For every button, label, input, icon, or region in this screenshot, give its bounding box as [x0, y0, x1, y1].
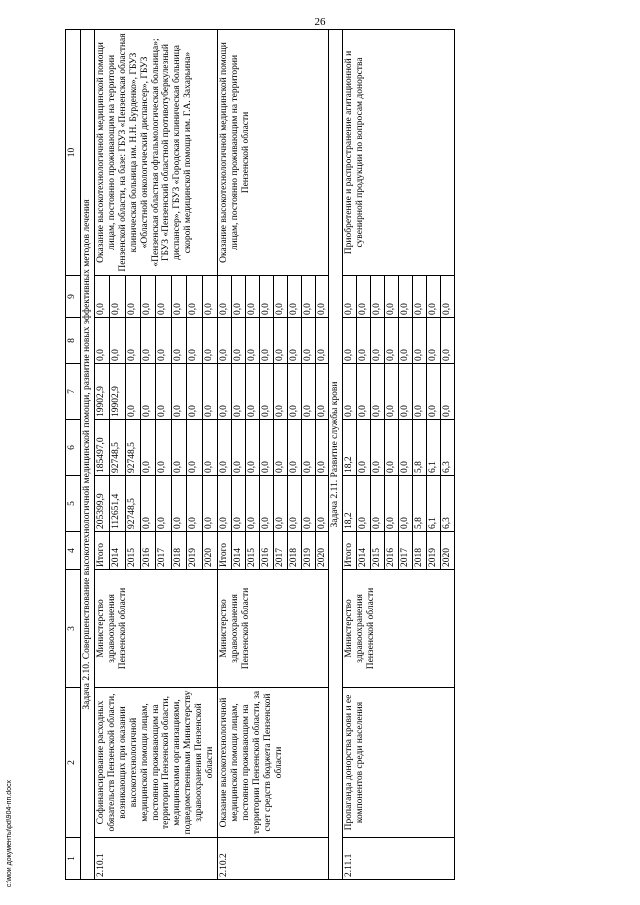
value-cell: 0,0	[301, 420, 315, 476]
value-cell: 0,0	[426, 276, 440, 318]
header-row	[66, 30, 81, 880]
value-cell: 18,2	[343, 420, 357, 476]
value-cell: 0,0	[141, 364, 156, 420]
value-cell: 0,0	[171, 318, 186, 364]
value-cell: 0,0	[399, 364, 413, 420]
year-cell: 2018	[287, 532, 301, 570]
value-cell: 0,0	[357, 318, 371, 364]
value-cell: 0,0	[273, 318, 287, 364]
value-cell: 0,0	[273, 420, 287, 476]
value-cell: 0,0	[259, 364, 273, 420]
value-cell: 0,0	[245, 364, 259, 420]
value-cell: 205399,9	[94, 476, 109, 532]
value-cell: 0,0	[371, 364, 385, 420]
value-cell: 0,0	[301, 318, 315, 364]
value-cell: 0,0	[171, 476, 186, 532]
year-cell: 2016	[141, 532, 156, 570]
value-cell: 0,0	[231, 318, 245, 364]
value-cell: 0,0	[110, 276, 125, 318]
year-cell: 2015	[125, 532, 140, 570]
value-cell: 0,0	[273, 364, 287, 420]
rotated-table-container	[65, 30, 625, 880]
value-cell: 0,0	[218, 318, 232, 364]
year-cell: 2014	[110, 532, 125, 570]
col-header: 2	[66, 688, 81, 838]
year-cell: 2014	[231, 532, 245, 570]
value-cell: 0,0	[343, 318, 357, 364]
item-name: Оказание высокотехнологичной медицинской помощи лицам, постоянно проживающим на территории Пензенской области, за счет средств бюджета Пензенской области	[218, 688, 329, 838]
item-executor: Министерство здравоохранения Пензенской области	[94, 570, 217, 688]
value-cell: 0,0	[245, 420, 259, 476]
value-cell: 0,0	[187, 364, 202, 420]
col-header: 9	[66, 276, 81, 318]
col-header: 8	[66, 318, 81, 364]
value-cell: 0,0	[171, 420, 186, 476]
year-cell: 2015	[371, 532, 385, 570]
value-cell: 0,0	[273, 476, 287, 532]
footer-file-path: c:\мои документы\рd\904-пп.docx	[6, 779, 13, 887]
task-title: Задача 2.10. Совершенствование высокотехнологичной медицинской помощи, развитие новых эффективных методов лечения	[81, 30, 95, 880]
value-cell: 92748,5	[125, 420, 140, 476]
col-header: 10	[66, 30, 81, 276]
value-cell: 0,0	[156, 276, 171, 318]
value-cell: 0,0	[187, 276, 202, 318]
value-cell: 0,0	[301, 476, 315, 532]
table-row	[94, 30, 109, 880]
value-cell: 185497,0	[94, 420, 109, 476]
value-cell: 0,0	[371, 420, 385, 476]
value-cell: 18,2	[343, 476, 357, 532]
table-row	[218, 30, 232, 880]
year-cell: Итого	[218, 532, 232, 570]
value-cell: 0,0	[202, 476, 217, 532]
value-cell: 0,0	[399, 318, 413, 364]
value-cell: 0,0	[315, 276, 329, 318]
value-cell: 0,0	[156, 318, 171, 364]
value-cell: 0,0	[202, 364, 217, 420]
value-cell: 0,0	[357, 364, 371, 420]
col-header: 4	[66, 532, 81, 570]
task-title: Задача 2.11. Развитие службы крови	[329, 30, 343, 880]
value-cell: 0,0	[218, 476, 232, 532]
value-cell: 0,0	[385, 364, 399, 420]
value-cell: 6,1	[426, 476, 440, 532]
year-cell: 2015	[245, 532, 259, 570]
value-cell: 19902,9	[94, 364, 109, 420]
col-header: 3	[66, 570, 81, 688]
value-cell: 0,0	[287, 364, 301, 420]
year-cell: Итого	[94, 532, 109, 570]
value-cell: 0,0	[315, 476, 329, 532]
value-cell: 0,0	[385, 276, 399, 318]
value-cell: 0,0	[156, 476, 171, 532]
item-result: Приобретение и распространение агитационной и сувенирной продукции по вопросам донорства	[343, 30, 454, 276]
year-cell: 2019	[426, 532, 440, 570]
item-name: Пропаганда донорства крови и ее компонентов среди населения	[343, 688, 454, 838]
value-cell: 6,3	[440, 420, 454, 476]
value-cell: 0,0	[440, 276, 454, 318]
value-cell: 0,0	[141, 420, 156, 476]
value-cell: 0,0	[426, 318, 440, 364]
value-cell: 0,0	[301, 364, 315, 420]
value-cell: 0,0	[171, 364, 186, 420]
item-name: Софинансирование расходных обязательств Пензенской области, возникающих при оказании высокотехнологичной медицинской помощи лицам, постоянно проживающим на территории Пензенской области, медицинскими организациями, подведомственными Министерству здравоохранения Пензенской области	[94, 688, 217, 838]
value-cell: 92748,5	[110, 420, 125, 476]
value-cell: 0,0	[371, 318, 385, 364]
value-cell: 0,0	[343, 276, 357, 318]
year-cell: 2020	[202, 532, 217, 570]
value-cell: 5,8	[412, 420, 426, 476]
value-cell: 0,0	[343, 364, 357, 420]
value-cell: 0,0	[287, 276, 301, 318]
value-cell: 0,0	[202, 420, 217, 476]
value-cell: 0,0	[156, 420, 171, 476]
value-cell: 92748,5	[125, 476, 140, 532]
value-cell: 0,0	[94, 276, 109, 318]
value-cell: 6,3	[440, 476, 454, 532]
value-cell: 0,0	[218, 364, 232, 420]
value-cell: 0,0	[399, 276, 413, 318]
year-cell: 2017	[156, 532, 171, 570]
table-row	[343, 30, 357, 880]
value-cell: 0,0	[187, 420, 202, 476]
item-id: 2.11.1	[343, 838, 454, 880]
task-title-row	[81, 30, 95, 880]
value-cell: 0,0	[287, 318, 301, 364]
value-cell: 0,0	[385, 420, 399, 476]
value-cell: 0,0	[426, 364, 440, 420]
year-cell: 2018	[412, 532, 426, 570]
value-cell: 0,0	[259, 476, 273, 532]
value-cell: 0,0	[315, 420, 329, 476]
value-cell: 0,0	[245, 318, 259, 364]
value-cell: 0,0	[440, 364, 454, 420]
value-cell: 0,0	[259, 420, 273, 476]
value-cell: 0,0	[218, 420, 232, 476]
value-cell: 0,0	[187, 318, 202, 364]
value-cell: 0,0	[141, 276, 156, 318]
value-cell: 0,0	[218, 276, 232, 318]
value-cell: 0,0	[231, 276, 245, 318]
value-cell: 0,0	[412, 276, 426, 318]
page-number: 26	[314, 16, 326, 28]
value-cell: 0,0	[301, 276, 315, 318]
value-cell: 0,0	[141, 318, 156, 364]
year-cell: 2016	[385, 532, 399, 570]
value-cell: 0,0	[231, 420, 245, 476]
year-cell: 2020	[315, 532, 329, 570]
item-id: 2.10.2	[218, 838, 329, 880]
col-header: 6	[66, 420, 81, 476]
value-cell: 0,0	[385, 318, 399, 364]
value-cell: 0,0	[385, 476, 399, 532]
item-id: 2.10.1	[94, 838, 217, 880]
value-cell: 0,0	[125, 276, 140, 318]
year-cell: 2020	[440, 532, 454, 570]
value-cell: 0,0	[231, 364, 245, 420]
value-cell: 0,0	[259, 276, 273, 318]
col-header: 5	[66, 476, 81, 532]
item-result: Оказание высокотехнологичной медицинской помощи лицам, постоянно проживающим на территории Пензенской области, на базе: ГБУЗ «Пензенская областная клиническая больница им. Н.Н. Бурденко», ГБУЗ «Областной онкологический диспансер», ГБУЗ «Пензенская областная офтальмологическая больница»; ГБУЗ «Пензенский областной противотуберкулезный диспансер», ГБУЗ «Городская клиническая больница скорой медицинской помощи им. Г.А. Захарьина»	[94, 30, 217, 276]
task-title-row	[329, 30, 343, 880]
year-cell: 2014	[357, 532, 371, 570]
col-header: 1	[66, 838, 81, 880]
item-result: Оказание высокотехнологичной медицинской помощи лицам, постоянно проживающим на территории Пензенской области	[218, 30, 329, 276]
year-cell: 2016	[259, 532, 273, 570]
value-cell: 0,0	[125, 318, 140, 364]
year-cell: 2017	[273, 532, 287, 570]
year-cell: 2018	[171, 532, 186, 570]
value-cell: 0,0	[399, 476, 413, 532]
value-cell: 0,0	[315, 318, 329, 364]
value-cell: 0,0	[287, 420, 301, 476]
value-cell: 0,0	[245, 276, 259, 318]
value-cell: 0,0	[110, 318, 125, 364]
value-cell: 0,0	[371, 276, 385, 318]
value-cell: 0,0	[202, 318, 217, 364]
value-cell: 0,0	[371, 476, 385, 532]
value-cell: 0,0	[412, 318, 426, 364]
value-cell: 5,8	[412, 476, 426, 532]
program-table	[65, 29, 455, 880]
value-cell: 0,0	[357, 420, 371, 476]
value-cell: 0,0	[259, 318, 273, 364]
value-cell: 0,0	[125, 364, 140, 420]
year-cell: 2019	[301, 532, 315, 570]
value-cell: 0,0	[273, 276, 287, 318]
value-cell: 0,0	[202, 276, 217, 318]
value-cell: 0,0	[171, 276, 186, 318]
year-cell: 2017	[399, 532, 413, 570]
value-cell: 0,0	[357, 276, 371, 318]
item-executor: Министерство здравоохранения Пензенской области	[343, 570, 454, 688]
value-cell: 0,0	[287, 476, 301, 532]
value-cell: 112651,4	[110, 476, 125, 532]
value-cell: 0,0	[231, 476, 245, 532]
value-cell: 6,1	[426, 420, 440, 476]
value-cell: 0,0	[399, 420, 413, 476]
year-cell: 2019	[187, 532, 202, 570]
value-cell: 0,0	[187, 476, 202, 532]
item-executor: Министерство здравоохранения Пензенской области	[218, 570, 329, 688]
value-cell: 0,0	[141, 476, 156, 532]
value-cell: 19902,9	[110, 364, 125, 420]
value-cell: 0,0	[156, 364, 171, 420]
value-cell: 0,0	[245, 476, 259, 532]
year-cell: Итого	[343, 532, 357, 570]
value-cell: 0,0	[440, 318, 454, 364]
value-cell: 0,0	[412, 364, 426, 420]
value-cell: 0,0	[315, 364, 329, 420]
col-header: 7	[66, 364, 81, 420]
value-cell: 0,0	[357, 476, 371, 532]
value-cell: 0,0	[94, 318, 109, 364]
